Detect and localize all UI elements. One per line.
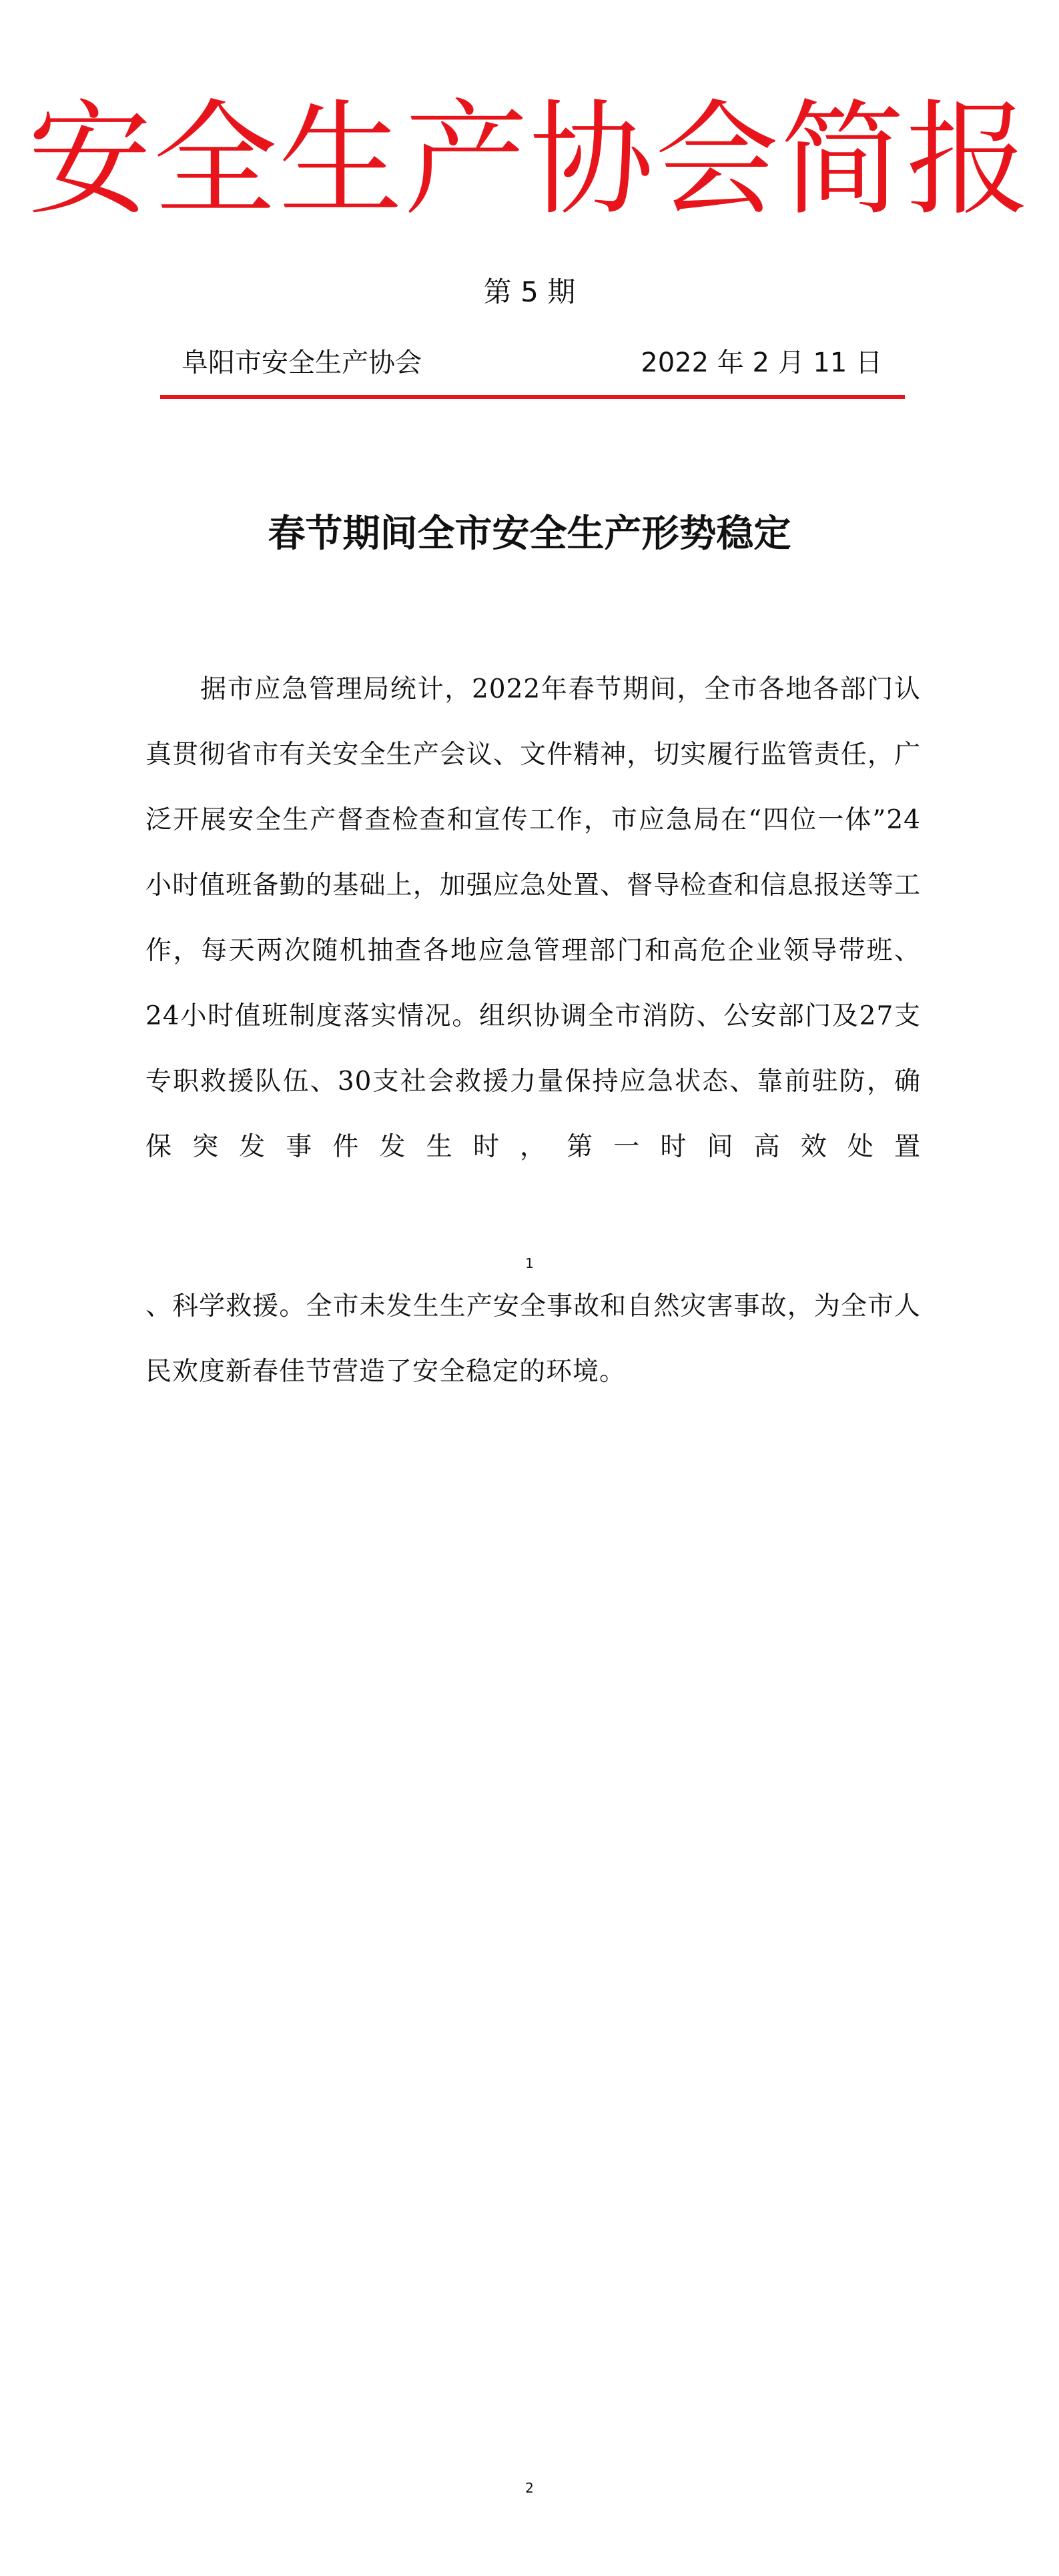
article-paragraph-page1: 据市应急管理局统计，2022年春节期间，全市各地各部门认真贯彻省市有关安全生产会议、文件精神，切实履行监管责任，广泛开展安全生产督查检查和宣传工作，市应急局在“四位一体”24小时值班备勤的基础上，加强应急处置、督导检查和信息报送等工作，每天两次随机抽查各地应急管理部门和高危企业领导带班、24小时值班制度落实情况。组织协调全市消防、公安部门及27支专职救援队伍、30支社会救援力量保持应急状态、靠前驻防，确保突发事件发生时，第一时间高效处置: [145, 674, 921, 1162]
header-divider: [160, 395, 905, 399]
article-paragraph-page2: 、科学救援。全市未发生生产安全事故和自然灾害事故，为全市人民欢度新春佳节营造了安全稳定的环境。: [145, 1291, 921, 1387]
article-headline: 春节期间全市安全生产形势稳定: [268, 512, 791, 556]
issue-number: 第 5 期: [483, 275, 576, 308]
page-number-1: 1: [525, 1255, 534, 1271]
page-number-2: 2: [525, 2480, 534, 2496]
bulletin-masthead-title: 安全生产协会简报: [27, 87, 1032, 232]
publisher-name: 阜阳市安全生产协会: [182, 348, 422, 378]
publication-date: 2022 年 2 月 11 日: [641, 348, 882, 378]
